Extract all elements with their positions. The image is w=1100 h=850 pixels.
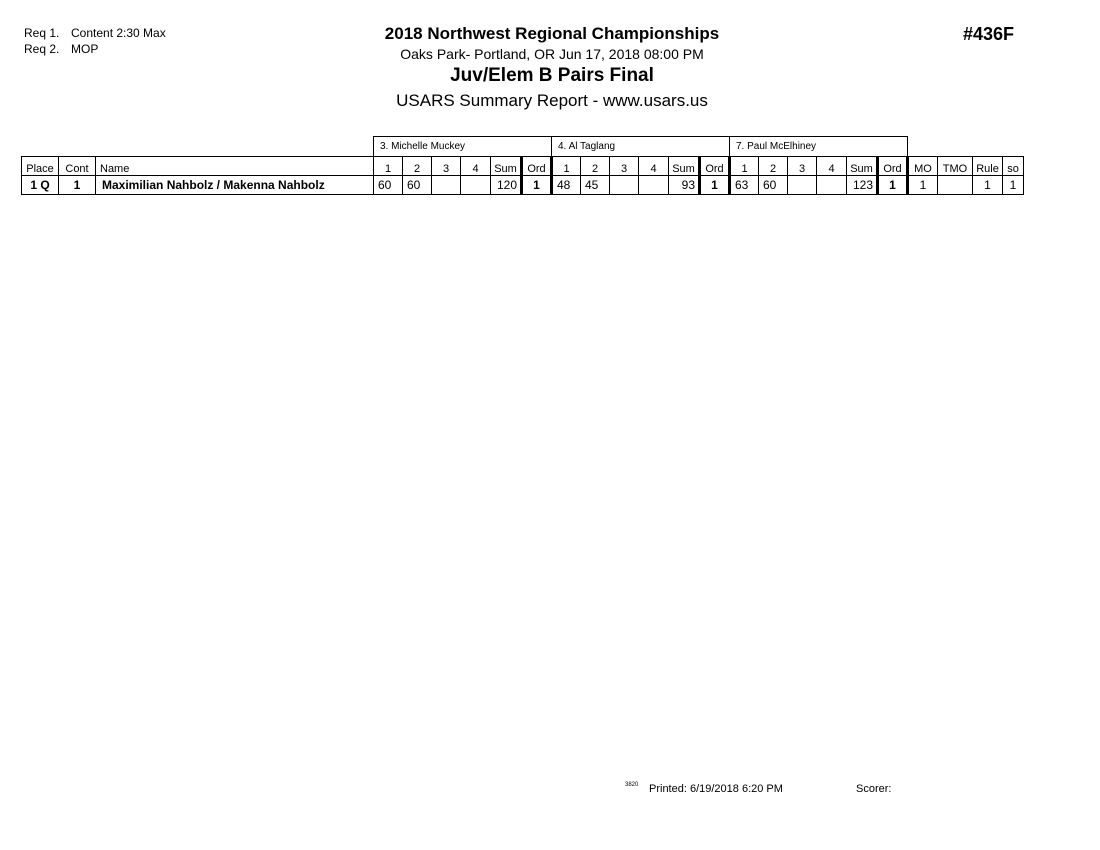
event-title: Juv/Elem B Pairs Final [450, 65, 654, 86]
printed-timestamp: Printed: 6/19/2018 6:20 PM [649, 783, 783, 795]
header-score-1: 1 [552, 157, 581, 176]
header-score-4: 4 [639, 157, 669, 176]
header-ord: Ord [522, 157, 552, 176]
header-mo: MO [908, 157, 938, 176]
table-row [22, 176, 1024, 195]
event-number: #436F [963, 24, 1015, 44]
judge-1-score-2: 60 [403, 176, 432, 195]
judge-2-sum: 93 [669, 176, 700, 195]
judge-2-score-1: 48 [552, 176, 581, 195]
header-score-3: 3 [788, 157, 817, 176]
requirement-text: MOP [71, 42, 99, 56]
championship-title: 2018 Northwest Regional Championships [384, 24, 720, 43]
report-title: USARS Summary Report - www.usars.us [396, 91, 708, 110]
judge-3-score-3 [788, 176, 817, 195]
judge-3-label: 7. Paul McElhiney [730, 137, 908, 157]
header-so: so [1003, 157, 1024, 176]
judge-2-label: 4. Al Taglang [552, 137, 730, 157]
judge-3-sum: 123 [847, 176, 878, 195]
requirement-number: Req 2. [24, 42, 60, 56]
judge-2-score-4 [639, 176, 669, 195]
header-name: Name [96, 157, 374, 176]
column-header-row [22, 157, 1024, 176]
judge-3-score-4 [817, 176, 847, 195]
header-sum: Sum [669, 157, 700, 176]
judge-3-ord: 1 [878, 176, 908, 195]
report-code: 3820 [625, 782, 639, 788]
place-cell: 1 Q [22, 176, 59, 195]
header-score-3: 3 [432, 157, 461, 176]
header-score-1: 1 [730, 157, 759, 176]
judge-2-ord: 1 [700, 176, 730, 195]
header-score-4: 4 [461, 157, 491, 176]
judge-2-score-2: 45 [581, 176, 610, 195]
venue-line: Oaks Park- Portland, OR Jun 17, 2018 08:00 PM [400, 46, 704, 62]
header-tmo: TMO [938, 157, 973, 176]
judge-1-sum: 120 [491, 176, 522, 195]
requirement-text: Content 2:30 Max [71, 26, 166, 40]
header-sum: Sum [491, 157, 522, 176]
judge-1-score-1: 60 [374, 176, 403, 195]
judge-1-score-3 [432, 176, 461, 195]
header-ord: Ord [700, 157, 730, 176]
scorer-label: Scorer: [856, 783, 892, 795]
so-cell: 1 [1003, 176, 1024, 195]
judge-1-ord: 1 [522, 176, 552, 195]
judge-3-score-2: 60 [759, 176, 788, 195]
header-score-2: 2 [403, 157, 432, 176]
judge-1-label: 3. Michelle Muckey [374, 137, 552, 157]
header-sum: Sum [847, 157, 878, 176]
header-score-1: 1 [374, 157, 403, 176]
header-score-3: 3 [610, 157, 639, 176]
mo-cell: 1 [908, 176, 938, 195]
judge-1-score-4 [461, 176, 491, 195]
judge-3-score-1: 63 [730, 176, 759, 195]
skater-name-cell: Maximilian Nahbolz / Makenna Nahbolz [96, 176, 374, 195]
tmo-cell [938, 176, 973, 195]
header-place: Place [22, 157, 59, 176]
header-cont: Cont [59, 157, 96, 176]
header-score-2: 2 [759, 157, 788, 176]
requirement-number: Req 1. [24, 26, 60, 40]
header-ord: Ord [878, 157, 908, 176]
judge-2-score-3 [610, 176, 639, 195]
judge-header-row [22, 137, 1024, 157]
results-table [21, 136, 1024, 195]
cont-cell: 1 [59, 176, 96, 195]
rule-cell: 1 [973, 176, 1003, 195]
header-score-2: 2 [581, 157, 610, 176]
header-rule: Rule [973, 157, 1003, 176]
header-score-4: 4 [817, 157, 847, 176]
